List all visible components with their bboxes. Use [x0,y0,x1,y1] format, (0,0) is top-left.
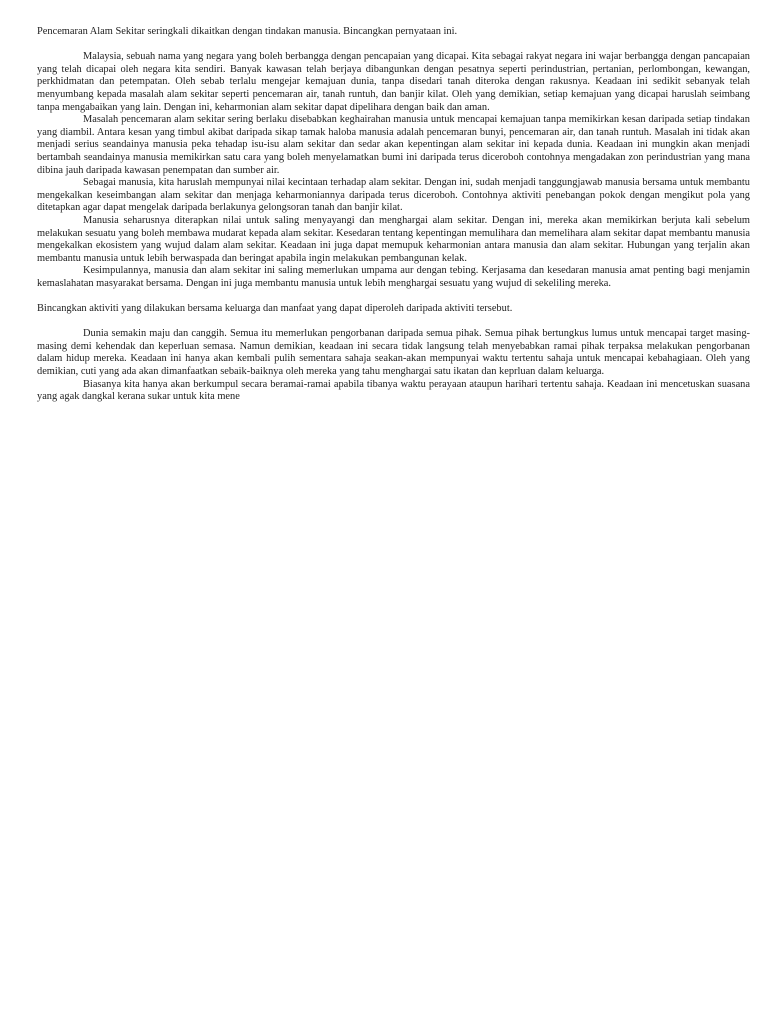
essay-1-paragraph-4: Manusia seharusnya diterapkan nilai untuk saling menyayangi dan menghargai alam sekitar. Dengan ini, mereka akan memikirkan berjuta kali sebelum melakukan sesuatu yang boleh membawa mudarat kepada alam sekitar. Kesedaran tentang kepentingan memulihara dan memelihara alam sekitar dapat membantu manusia mengekalkan ekosistem yang wujud dalam alam sekitar. Keadaan ini juga dapat memupuk keharmonian antara manusia dan alam sekitar. Hubungan yang terjalin akan membantu manusia untuk lebih berwaspada dan beringat apabila ingin melakukan pembangunan kelak. [37,214,750,264]
blank-line [37,290,750,303]
document-page [37,26,750,404]
essay-1-paragraph-3: Sebagai manusia, kita haruslah mempunyai nilai kecintaan terhadap alam sekitar. Dengan ini, sudah menjadi tanggungjawab manusia bersama untuk membantu mengekalkan keseimbangan alam sekitar dan menjaga keharmoniannya daripada terus diceroboh. Contohnya aktiviti penebangan pokok dengan mengikut pola yang ditetapkan agar dapat mengelak daripada berlakunya gelongsoran tanah dan banjir kilat. [37,177,750,214]
essay-1-question: Pencemaran Alam Sekitar seringkali dikaitkan dengan tindakan manusia. Bincangkan pernyataan ini. [37,26,458,37]
essay-1-paragraph-2: Masalah pencemaran alam sekitar sering berlaku disebabkan keghairahan manusia untuk mencapai kemajuan tanpa memikirkan kesan daripada setiap tindakan yang diambil. Antara kesan yang timbul akibat daripada sikap tamak haloba manusia adalah pencemaran bunyi, pencemaran air, dan tanah runtuh. Masalah ini tidak akan menjadi serius seandainya manusia peka tehadap isu-isu alam sekitar dan sedar akan kepentingan alam sekitar ini kepada dunia. Keadaan ini mungkin akan menjadi bertambah seandainya manusia memikirkan satu cara yang boleh menyelamatkan bumi ini daripada terus diceroboh contohnya mengadakan zon perindustrian yang mana dibina jauh daripada kawasan penempatan dan sumber air. [37,114,750,176]
essay-1-paragraph-1: Malaysia, sebuah nama yang negara yang boleh berbangga dengan pencapaian yang dicapai. Kita sebagai rakyat negara ini wajar berbangga dengan pancapaian yang telah dicapai oleh negara kita sendiri. Banyak kawasan telah berjaya dibangunkan dengan pesatnya seperti perindustrian, pertanian, perlombongan, kewangan, perkhidmatan dan petempatan. Oleh sebab terlalu mengejar kemajuan dunia, tanpa disedari tanah diteroka dengan rakusnya. Keadaan ini sedikit sebanyak telah menyumbang kepada masalah alam sekitar seperti pencemaran air, tanah runtuh, dan banjir kilat. Oleh yang demikian, setiap kemajuan yang dicapai haruslah seimbang tanpa mengabaikan yang lain. Dengan ini, keharmonian alam sekitar dapat dipelihara dengan baik dan aman. [37,51,750,113]
essay-2-paragraph-2: Biasanya kita hanya akan berkumpul secara beramai-ramai apabila tibanya waktu perayaan ataupun harihari tertentu sahaja. Keadaan ini mencetuskan suasana yang agak dangkal kerana sukar untuk kita mene [37,378,750,403]
essay-2-question: Bincangkan aktiviti yang dilakukan bersama keluarga dan manfaat yang dapat diperoleh daripada aktiviti tersebut. [37,303,513,315]
essay-2-paragraph-1: Dunia semakin maju dan canggih. Semua itu memerlukan pengorbanan daripada semua pihak. Semua pihak bertungkus lumus untuk mencapai target masing-masing demi kehendak dan keperluan semasa. Namun demikian, keadaan ini secara tidak langsung telah menyebabkan ramai pihak terpaksa melakukan pengorbanan dalam hidup mereka. Keadaan ini hanya akan kembali pulih sementara sahaja seakan-akan mempunyai waktu tertentu sahaja untuk mencapai kebahagiaan. Oleh yang demikian, cuti yang ada akan dimanfaatkan sebaik-baiknya oleh mereka yang tahu menghargai satu ikatan dan keprluan dalam keluarga. [37,328,750,378]
blank-line [37,316,750,329]
blank-line [37,39,750,52]
essay-1-paragraph-5: Kesimpulannya, manusia dan alam sekitar ini saling memerlukan umpama aur dengan tebing. Kerjasama dan kesedaran manusia amat penting bagi menjamin kemaslahatan masyarakat bersama. Dengan ini juga membantu manusia untuk lebih menghargai sesuatu yang wujud di sekeliling mereka. [37,265,750,289]
